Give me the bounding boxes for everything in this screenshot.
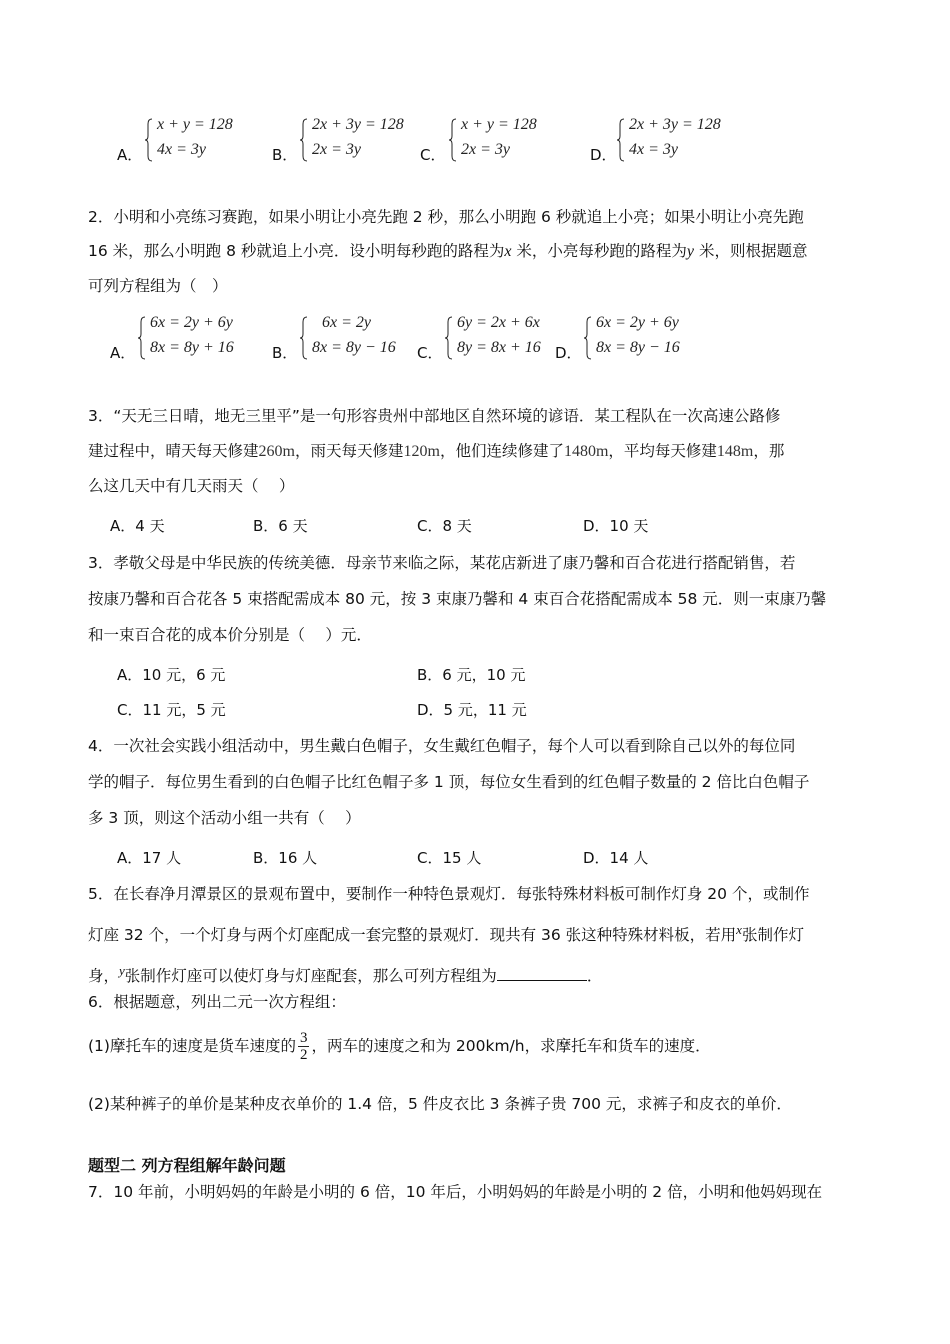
option-letter: B． xyxy=(272,146,298,164)
fraction-numerator: 3 xyxy=(299,1030,308,1046)
q4-option-a: A．17 人 xyxy=(117,849,182,867)
q5-line-2 xyxy=(88,912,863,953)
var-x: x xyxy=(504,243,512,260)
q3a-text: ，平均每天修建 xyxy=(608,442,717,460)
brace-icon xyxy=(145,118,153,162)
q3a-option-a: A．4 天 xyxy=(110,517,165,535)
question-2 xyxy=(88,200,863,303)
equation-1: 6x = 2y + 6y xyxy=(596,314,679,331)
q3b-line-3: 和一束百合花的成本价分别是（ ）元． xyxy=(88,626,372,644)
q3a-option-b: B．6 天 xyxy=(253,517,308,535)
value-1480m: 1480m xyxy=(563,443,609,460)
option-letter: B． xyxy=(272,344,298,362)
q3a-text: ，雨天每天修建 xyxy=(294,442,404,460)
option-letter: D． xyxy=(590,146,617,164)
question-3b xyxy=(88,545,863,653)
q3a-option-d: D．10 天 xyxy=(583,517,649,535)
question-5 xyxy=(88,876,863,994)
equation-2: 2x = 3y xyxy=(461,141,510,158)
q6-line-1: 6．根据题意，列出二元一次方程组： xyxy=(88,993,346,1011)
equation-1: 6x = 2y + 6y xyxy=(150,314,233,331)
q6-text: ，两车的速度之和为 200km/h，求摩托车和货车的速度． xyxy=(311,1037,711,1055)
equation-2: 2x = 3y xyxy=(312,141,361,158)
q6-text: (1)摩托车的速度是货车速度的 xyxy=(88,1037,296,1055)
q5-line-1: 5．在长春净月潭景区的景观布置中，要制作一种特色景观灯．每张特殊材料板可制作灯身 20 个，或制作 xyxy=(88,885,810,903)
var-x: x xyxy=(736,922,742,937)
section-heading: 题型二 列方程组解年龄问题 xyxy=(88,1156,286,1175)
equation-1: x + y = 128 xyxy=(157,116,233,133)
q6-part-1 xyxy=(88,1026,711,1066)
q3b-line-1: 3．孝敬父母是中华民族的传统美德．母亲节来临之际，某花店新进了康乃馨和百合花进行搭配销售，若 xyxy=(88,554,796,572)
question-3a xyxy=(88,399,863,504)
question-4 xyxy=(88,728,863,836)
q3b-option-d: D．5 元，11 元 xyxy=(417,701,527,719)
option-letter: C． xyxy=(417,344,443,362)
equation-1: x + y = 128 xyxy=(461,116,537,133)
value-120m: 120m xyxy=(403,443,440,460)
q2-text: 米，小亮每秒跑的路程为 xyxy=(511,242,687,260)
q4-option-d: D．14 人 xyxy=(583,849,649,867)
q5-text: 灯座 32 个，一个灯身与两个灯座配成一套完整的景观灯．现共有 36 张这种特殊材料板，若用 xyxy=(88,926,737,944)
q4-option-b: B．16 人 xyxy=(253,849,318,867)
q4-option-c: C．15 人 xyxy=(417,849,482,867)
brace-icon xyxy=(445,316,453,360)
value-148m: 148m xyxy=(716,443,754,460)
q4-line-2: 学的帽子．每位男生看到的白色帽子比红色帽子多 1 顶，每位女生看到的红色帽子数量的 2 倍比白色帽子 xyxy=(88,773,810,791)
option-letter: D． xyxy=(555,344,582,362)
q4-line-3: 多 3 顶，则这个活动小组一共有（ ） xyxy=(88,809,361,827)
brace-icon xyxy=(617,118,625,162)
q6-part-2: (2)某种裤子的单价是某种皮衣单价的 1.4 倍，5 件皮衣比 3 条裤子贵 700 元，求裤子和皮衣的单价． xyxy=(88,1095,792,1113)
q2-text: 16 米，那么小明跑 8 秒就追上小亮．设小明每秒跑的路程为 xyxy=(88,242,505,260)
equation-2: 8y = 8x + 16 xyxy=(457,339,541,356)
q5-text: 张制作灯 xyxy=(741,926,804,944)
brace-icon xyxy=(300,118,308,162)
fraction xyxy=(298,1030,310,1063)
option-letter: A． xyxy=(110,344,136,362)
option-letter: C． xyxy=(420,146,446,164)
q3a-line-2 xyxy=(88,434,863,469)
var-y: y xyxy=(686,243,695,260)
q4-line-1: 4．一次社会实践小组活动中，男生戴白色帽子，女生戴红色帽子，每个人可以看到除自己以外的每位同 xyxy=(88,737,796,755)
q2-line-2 xyxy=(88,234,863,269)
q3b-option-b: B．6 元，10 元 xyxy=(417,666,526,684)
q3b-option-a: A．10 元，6 元 xyxy=(117,666,226,684)
var-y: y xyxy=(119,963,125,978)
q3a-line-3: 么这几天中有几天雨天（ ） xyxy=(88,477,295,495)
q5-text: 身， xyxy=(88,967,120,985)
q2-line-3: 可列方程组为（ ） xyxy=(88,277,228,295)
q5-text: ． xyxy=(586,967,603,985)
q3a-text: ，那 xyxy=(753,442,785,460)
brace-icon xyxy=(449,118,457,162)
equation-1: 2x + 3y = 128 xyxy=(312,116,404,133)
option-letter: A． xyxy=(117,146,143,164)
equation-2: 4x = 3y xyxy=(157,141,206,158)
equation-1: 2x + 3y = 128 xyxy=(629,116,721,133)
equation-2: 8x = 8y − 16 xyxy=(312,339,396,356)
equation-2: 8x = 8y + 16 xyxy=(150,339,234,356)
q3a-text: 建过程中，晴天每天修建 xyxy=(88,442,259,460)
q3b-option-c: C．11 元，5 元 xyxy=(117,701,226,719)
q5-line-3 xyxy=(88,953,863,994)
q2-line-1: 2．小明和小亮练习赛跑，如果小明让小亮先跑 2 秒，那么小明跑 6 秒就追上小亮；如果小明让小亮先跑 xyxy=(88,208,804,226)
fraction-denominator: 2 xyxy=(299,1047,308,1063)
value-260m: 260m xyxy=(258,443,295,460)
q3b-line-2: 按康乃馨和百合花各 5 束搭配需成本 80 元，按 3 束康乃馨和 4 束百合花搭配需成本 58 元．则一束康乃馨 xyxy=(88,590,827,608)
q2-text: 米，则根据题意 xyxy=(694,242,808,260)
equation-1: 6y = 2x + 6x xyxy=(457,314,540,331)
q3a-text: ，他们连续修建了 xyxy=(439,442,564,460)
brace-icon xyxy=(300,316,308,360)
answer-blank[interactable] xyxy=(497,966,587,981)
q3a-line-1: 3．“天无三日晴，地无三里平”是一句形容贵州中部地区自然环境的谚语．某工程队在一次高速公路修 xyxy=(88,407,781,425)
q5-text: 张制作灯座可以使灯身与灯座配套，那么可列方程组为 xyxy=(124,967,497,985)
brace-icon xyxy=(138,316,146,360)
q7-line-1: 7．10 年前，小明妈妈的年龄是小明的 6 倍，10 年后，小明妈妈的年龄是小明的 2 倍，小明和他妈妈现在 xyxy=(88,1183,823,1201)
q3a-option-c: C．8 天 xyxy=(417,517,472,535)
equation-2: 8x = 8y − 16 xyxy=(596,339,680,356)
equation-2: 4x = 3y xyxy=(629,141,678,158)
equation-1: 6x = 2y xyxy=(322,314,371,331)
brace-icon xyxy=(584,316,592,360)
